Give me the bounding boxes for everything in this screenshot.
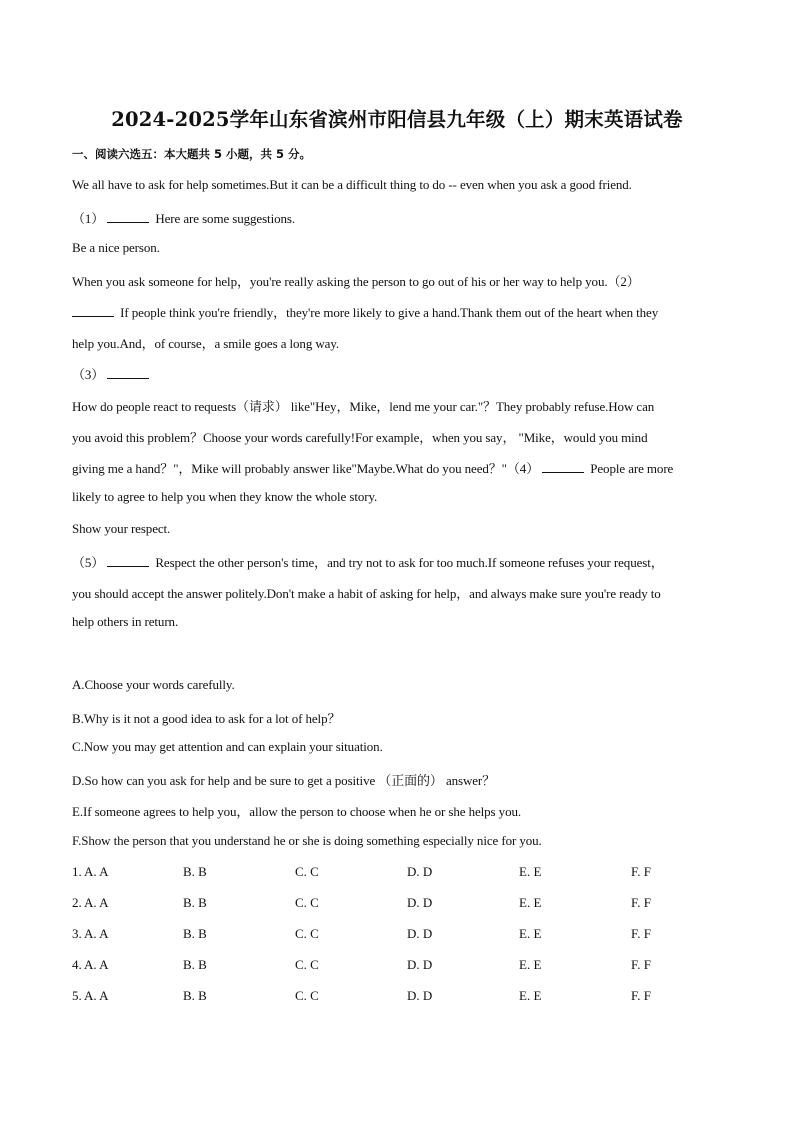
choice-c[interactable]: C. C bbox=[295, 957, 319, 972]
question-1-text: Here are some suggestions. bbox=[152, 211, 295, 226]
option-d: D.So how can you ask for help and be sure to get a positive （正面的） answer？ bbox=[72, 773, 496, 788]
choice-d[interactable]: D. D bbox=[407, 895, 433, 910]
passage-heading-be-nice: Be a nice person. bbox=[72, 240, 160, 255]
question-3-line bbox=[72, 364, 152, 383]
question-4-blank[interactable] bbox=[542, 460, 584, 473]
passage-paragraph-1-line-1 bbox=[72, 271, 640, 290]
answer-row-number: 1. bbox=[72, 864, 82, 879]
answer-row-4 bbox=[72, 957, 722, 973]
answer-row-number: 2. bbox=[72, 895, 82, 910]
choice-a[interactable]: A. A bbox=[84, 926, 109, 941]
question-5-line bbox=[72, 552, 664, 571]
question-1-line bbox=[72, 208, 295, 227]
choice-e[interactable]: E. E bbox=[519, 957, 542, 972]
option-a: A.Choose your words carefully. bbox=[72, 677, 235, 692]
passage-paragraph-1-line-3: help you.And，of course，a smile goes a long way. bbox=[72, 336, 340, 351]
choice-d[interactable]: D. D bbox=[407, 957, 433, 972]
passage-paragraph-2-line-2: you avoid this problem？Choose your words carefully!For example，when you say， "Mike，would you mind bbox=[72, 430, 648, 445]
choice-c[interactable]: C. C bbox=[295, 895, 319, 910]
choice-e[interactable]: E. E bbox=[519, 926, 542, 941]
question-2-number: （2） bbox=[607, 274, 640, 289]
choice-b[interactable]: B. B bbox=[183, 864, 207, 879]
choice-f[interactable]: F. F bbox=[631, 895, 651, 910]
choice-b[interactable]: B. B bbox=[183, 988, 207, 1003]
choice-c[interactable]: C. C bbox=[295, 864, 319, 879]
choice-d[interactable]: D. D bbox=[407, 864, 433, 879]
answer-row-number: 5. bbox=[72, 988, 82, 1003]
paragraph-1-text: When you ask someone for help，you're really asking the person to go out of his or her way to help you. bbox=[72, 274, 608, 289]
choice-f[interactable]: F. F bbox=[631, 957, 651, 972]
choice-d[interactable]: D. D bbox=[407, 988, 433, 1003]
page-title: 2024-2025学年山东省滨州市阳信县九年级（上）期末英语试卷 bbox=[111, 108, 683, 131]
answer-row-3 bbox=[72, 926, 722, 942]
choice-b[interactable]: B. B bbox=[183, 957, 207, 972]
choice-b[interactable]: B. B bbox=[183, 895, 207, 910]
question-4-number: （4） bbox=[506, 461, 540, 476]
answer-row-number: 4. bbox=[72, 957, 82, 972]
option-c: C.Now you may get attention and can explain your situation. bbox=[72, 739, 383, 754]
choice-c[interactable]: C. C bbox=[295, 926, 319, 941]
question-5-number: （5） bbox=[72, 555, 105, 570]
answer-row-1 bbox=[72, 864, 722, 880]
choice-a[interactable]: A. A bbox=[84, 988, 109, 1003]
answer-row-2 bbox=[72, 895, 722, 911]
choice-a[interactable]: A. A bbox=[84, 864, 109, 879]
answer-row-number: 3. bbox=[72, 926, 82, 941]
question-1-blank[interactable] bbox=[107, 210, 149, 223]
choice-a[interactable]: A. A bbox=[84, 895, 109, 910]
question-3-number: （3） bbox=[72, 367, 105, 382]
passage-intro: We all have to ask for help sometimes.But it can be a difficult thing to do -- even when you ask a good friend. bbox=[72, 177, 632, 192]
question-1-number: （1） bbox=[72, 211, 105, 226]
paragraph-2-text-after: People are more bbox=[587, 461, 674, 476]
choice-e[interactable]: E. E bbox=[519, 988, 542, 1003]
passage-paragraph-2-line-4: likely to agree to help you when they know the whole story. bbox=[72, 489, 378, 504]
passage-paragraph-3-line-3: help others in return. bbox=[72, 614, 179, 629]
choice-f[interactable]: F. F bbox=[631, 926, 651, 941]
passage-paragraph-1-line-2 bbox=[72, 302, 658, 321]
choice-c[interactable]: C. C bbox=[295, 988, 319, 1003]
question-2-blank[interactable] bbox=[72, 304, 114, 317]
question-5-blank[interactable] bbox=[107, 554, 149, 567]
paragraph-2-text: giving me a hand？"，Mike will probably answer like"Maybe.What do you need？" bbox=[72, 461, 507, 476]
choice-e[interactable]: E. E bbox=[519, 895, 542, 910]
option-e: E.If someone agrees to help you，allow the person to choose when he or she helps you. bbox=[72, 804, 522, 819]
option-f: F.Show the person that you understand he or she is doing something especially nice for you. bbox=[72, 833, 542, 848]
passage-paragraph-2-line-3 bbox=[72, 458, 673, 477]
passage-paragraph-3-line-2: you should accept the answer politely.Don't make a habit of asking for help，and always make sure you're ready to bbox=[72, 586, 661, 601]
question-3-blank[interactable] bbox=[107, 366, 149, 379]
section-heading: 一、阅读六选五：本大题共 5 小题，共 5 分。 bbox=[72, 147, 312, 161]
choice-a[interactable]: A. A bbox=[84, 957, 109, 972]
answer-row-5 bbox=[72, 988, 722, 1004]
choice-b[interactable]: B. B bbox=[183, 926, 207, 941]
paragraph-3-text: Respect the other person's time，and try not to ask for too much.If someone refuses your request， bbox=[152, 555, 664, 570]
option-b: B.Why is it not a good idea to ask for a lot of help？ bbox=[72, 711, 341, 726]
paragraph-1-text-2: If people think you're friendly，they're more likely to give a hand.Thank them out of the heart when they bbox=[117, 305, 659, 320]
passage-paragraph-2-line-1: How do people react to requests（请求） like"Hey，Mike，lend me your car."？They probably refuse.How can bbox=[72, 399, 655, 414]
choice-d[interactable]: D. D bbox=[407, 926, 433, 941]
passage-heading-respect: Show your respect. bbox=[72, 521, 171, 536]
choice-f[interactable]: F. F bbox=[631, 988, 651, 1003]
choice-f[interactable]: F. F bbox=[631, 864, 651, 879]
choice-e[interactable]: E. E bbox=[519, 864, 542, 879]
